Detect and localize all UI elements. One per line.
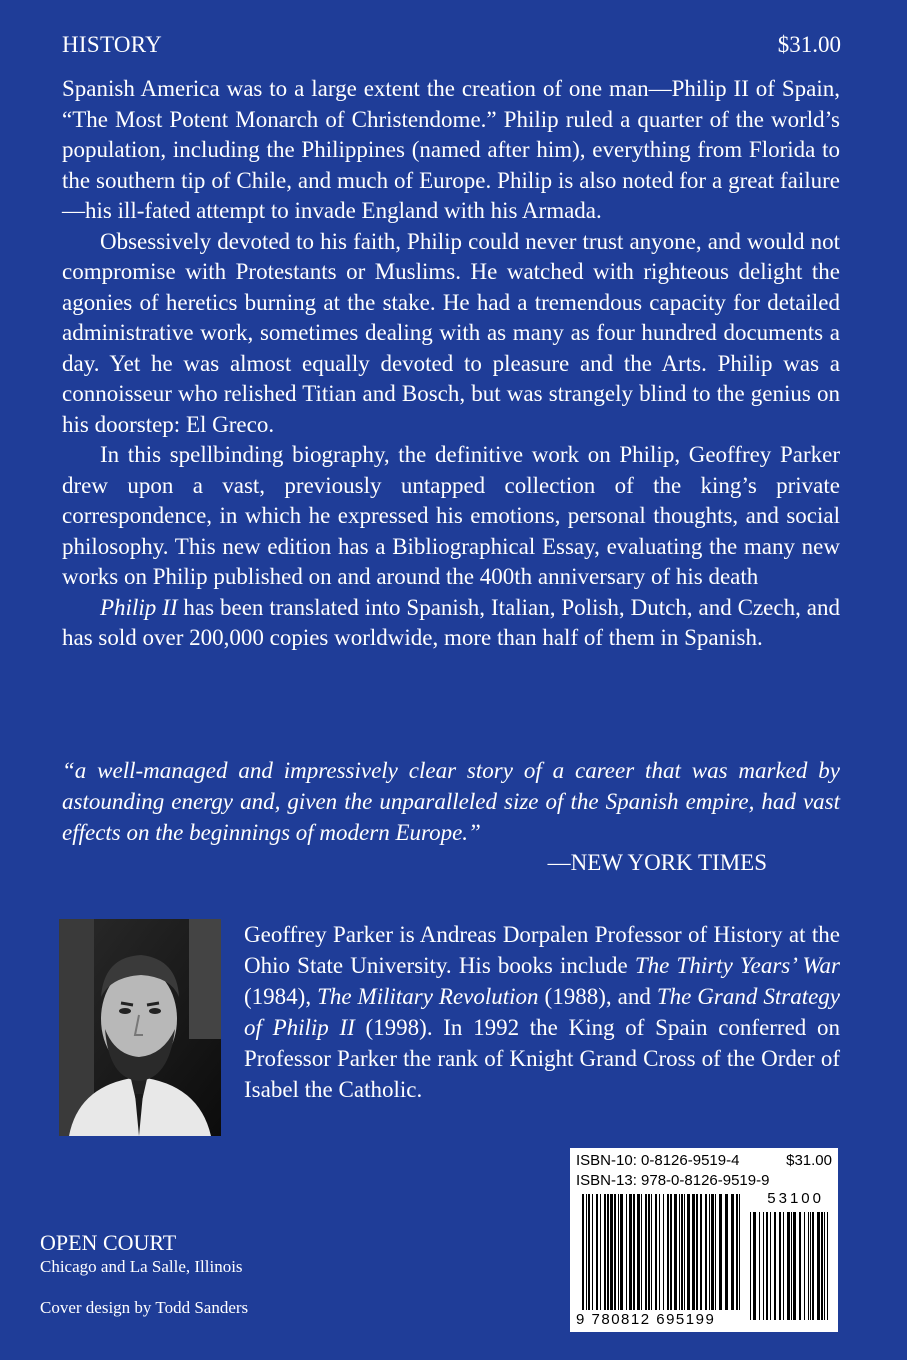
category-label: HISTORY: [62, 32, 163, 57]
book-title-italic: Philip II: [100, 594, 178, 620]
book-title-1: The Thirty Years’ War: [634, 953, 840, 978]
barcode-panel: [570, 1148, 838, 1332]
publisher-city: Chicago and La Salle, Illinois: [40, 1257, 243, 1276]
description-paragraph-2: Obsessively devoted to his faith, Philip could never trust anyone, and would not compromise with Protestants or Muslims. He watched with righteous delight the agonies of heretics burning at the stake. He had a tremendous capacity for detailed administrative work, sometimes dealing with as many as four hundred documents a day. Yet he was almost equally devoted to pleasure and the Arts. Philip was a connoisseur who relished Titian and Bosch, but was strangely blind to the genius on his doorstep: El Greco.: [62, 228, 840, 437]
isbn-13: ISBN-13: 978-0-8126-9519-9: [576, 1172, 770, 1189]
description-paragraph-4-text: has been translated into Spanish, Italian, Polish, Dutch, and Czech, and has sold over 200,000 copies worldwide, more than half of them in Spanish.: [62, 594, 840, 650]
review-quote: “a well-managed and impressively clear story of a career that was marked by astounding energy and, given the unparalleled size of the Spanish empire, had vast effects on the beginnings of modern Europe.”: [62, 758, 840, 845]
barcode-price: $31.00: [786, 1152, 832, 1169]
book-description: [62, 74, 840, 654]
barcode-digits: 9 780812 695199: [576, 1311, 716, 1328]
author-bio-text: (1998). In 1992 the King of Spain conferred on Professor Parker the rank of Knight Grand Cross of the Order of Isabel the Catholic.: [244, 1015, 840, 1102]
book-title-3: The Grand Strategy of Philip II: [244, 984, 840, 1040]
description-paragraph-4: [62, 593, 840, 654]
review-source: —NEW YORK TIMES: [547, 850, 767, 875]
author-bio-text: Geoffrey Parker is Andreas Dorpalen Professor of History at the Ohio State University. His books include: [244, 922, 840, 978]
price-label: $31.00: [777, 32, 841, 57]
description-paragraph-3: In this spellbinding biography, the definitive work on Philip, Geoffrey Parker drew upon a vast, previously untapped collection of the king’s private correspondence, in which he expressed his emotions, personal thoughts, and social philosophy. This new edition has a Bibliographical Essay, evaluating the many new works on Philip published on and around the 400th anniversary of his death: [62, 442, 840, 589]
description-paragraph-1: Spanish America was to a large extent the creation of one man—Philip II of Spain, “The Most Potent Monarch of Christendome.” Philip ruled a quarter of the world’s population, including the Philippines (named after him), everything from Florida to the southern tip of Chile, and much of Europe. Philip is also noted for a great failure—his ill-fated attempt to invade England with his Armada.: [62, 76, 840, 223]
barcode-bars: [570, 1148, 838, 1332]
barcode-addon-digits: 53100: [767, 1190, 824, 1207]
publisher-name: OPEN COURT: [40, 1230, 177, 1255]
book-title-2: The Military Revolution: [317, 984, 539, 1009]
author-bio-text: (1984),: [244, 984, 318, 1009]
isbn-10: ISBN-10: 0-8126-9519-4: [576, 1152, 740, 1169]
author-bio-text: (1988), and: [538, 984, 657, 1009]
author-photo: [59, 919, 221, 1136]
cover-design-credit: Cover design by Todd Sanders: [40, 1298, 249, 1317]
author-portrait-image: [59, 919, 221, 1136]
author-bio: [244, 919, 840, 1105]
